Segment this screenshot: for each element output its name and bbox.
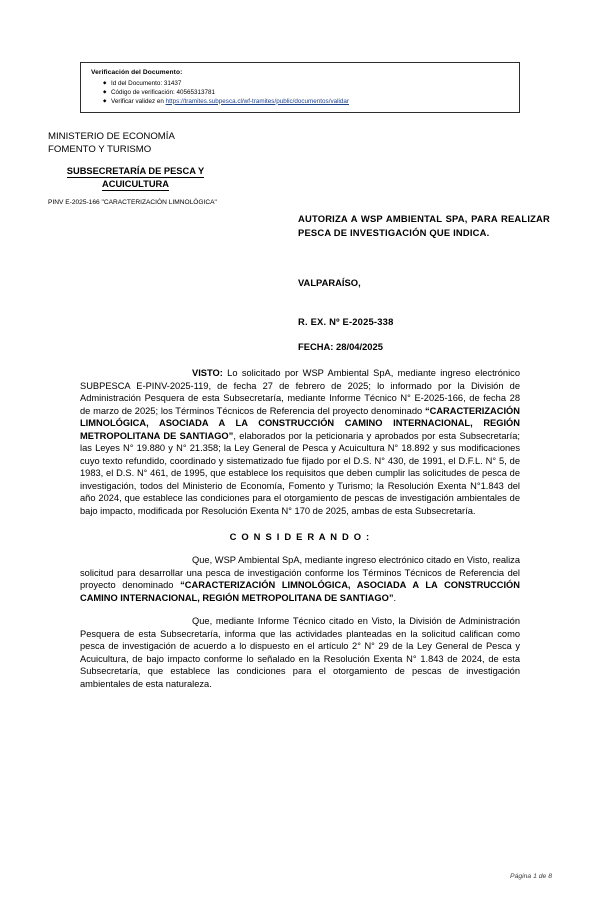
- visto-text-1: Lo solicitado por WSP Ambiental SpA, mediante ingreso electrónico SUBPESCA E-PINV-2025-119, de fecha 27 de febrero de 2025; lo informado por la División de Administración Pesquera de esta Subsecretaría, mediante Informe Técnico N° E-2025-166, de fecha 28 de marzo de 2025; los Términos Técnicos de Referencia del proyecto denominado: [80, 368, 520, 416]
- verification-url[interactable]: https://tramites.subpesca.cl/wf-tramites/public/documentos/validar: [165, 97, 349, 105]
- project-code: PINV E-2025-166 "CARACTERIZACIÓN LIMNOLÓGICA": [48, 199, 217, 207]
- considerando-2-text: Que, mediante Informe Técnico citado en Visto, la División de Administración Pesquera de esta Subsecretaría, informa que las actividades planteadas en la solicitud califican como pesca de investigación de acuerdo a lo dispuesto en el artículo 2° N° 29 de la Ley General de Pesca y Acuicultura, de bajo impacto conforme lo señalado en la Resolución Exenta N° 1.843 de 2024, de esta Subsecretaría, que establece las condiciones para el otorgamiento de pescas de investigación ambientales de esta naturaleza.: [80, 616, 520, 689]
- letterhead: [48, 131, 298, 208]
- verification-item-id: ◆ Id del Documento: 31437: [103, 79, 511, 88]
- subsecretaria-line-2: ACUICULTURA: [102, 178, 169, 191]
- paragraph-considerando-2: [80, 615, 520, 690]
- considerando-1-project-name: “CARACTERIZACIÓN LIMNOLÓGICA, ASOCIADA A LA CONSTRUCCIÓN CAMINO INTERNACIONAL, REGIÓN METROPOLITANA DE SANTIAGO”: [80, 580, 520, 603]
- ministry-line-1: MINISTERIO DE ECONOMÍA: [48, 131, 175, 142]
- resolution-date: [298, 340, 550, 354]
- visto-project-name: “CARACTERIZACIÓN LIMNOLÓGICA, ASOCIADA A LA CONSTRUCCIÓN CAMINO INTERNACIONAL, REGIÓN METROPOLITANA DE SANTIAGO”: [80, 405, 520, 441]
- verification-title: Verificación del Documento:: [91, 69, 183, 76]
- considerando-1-text-2: .: [393, 592, 397, 603]
- authorization-subject: AUTORIZA A WSP AMBIENTAL SPA, PARA REALIZAR PESCA DE INVESTIGACIÓN QUE INDICA.: [298, 213, 550, 239]
- place-line: VALPARAÍSO,: [298, 277, 361, 288]
- document-body: [80, 367, 520, 690]
- considerando-1-text-1: Que, WSP Ambiental SpA, mediante ingreso electrónico citado en Visto, realiza solicitud para desarrollar una pesca de investigación conforme los Términos Técnicos de Referencia del proyecto denominado: [80, 555, 520, 590]
- verification-link-prefix: Verificar validez en: [111, 97, 166, 105]
- paragraph-considerando-1: [80, 554, 520, 604]
- page-footer: Página 1 de 8: [510, 873, 552, 880]
- resolution-number: R. EX. Nº E-2025-338: [298, 316, 394, 327]
- verification-list: [91, 79, 511, 106]
- verification-item-code: ◆ Código de verificación: 40565313781: [103, 88, 511, 97]
- ministry-line-2: FOMENTO Y TURISMO: [48, 143, 152, 155]
- visto-label: VISTO:: [192, 368, 223, 378]
- visto-text-2: , elaborados por la peticionaria y aprobados por esta Subsecretaría; las Leyes N° 19.880 y N° 21.358; la Ley General de Pesca y Acuicultura N° 18.892 y sus modificaciones cuyo texto refundido, coordinado y sistematizado fue fijado por el D.S. N° 430, de 1991, el D.F.L. N° 5, de 1983, el D.S. N° 461, de 1995, que establece los requisitos que deben cumplir las solicitudes de pesca de investigación, todos del Ministerio de Economía, Fomento y Turismo; la Resolución Exenta N°1.843 del año 2024, que establece las condiciones para el otorgamiento de pescas de investigación ambientales de bajo impacto, modificada por Resolución Exenta N° 170 de 2025, ambas de esta Subsecretaría.: [80, 430, 520, 516]
- subsecretaria-block: [48, 165, 223, 191]
- date-value: 28/04/2025: [336, 341, 383, 352]
- considerando-heading: C O N S I D E R A N D O :: [229, 531, 371, 542]
- paragraph-visto: [80, 367, 520, 517]
- verification-item-link: [103, 97, 511, 106]
- verification-box: [80, 62, 520, 113]
- subsecretaria-line-1: SUBSECRETARÍA DE PESCA Y: [67, 165, 204, 178]
- date-label: FECHA:: [298, 341, 334, 352]
